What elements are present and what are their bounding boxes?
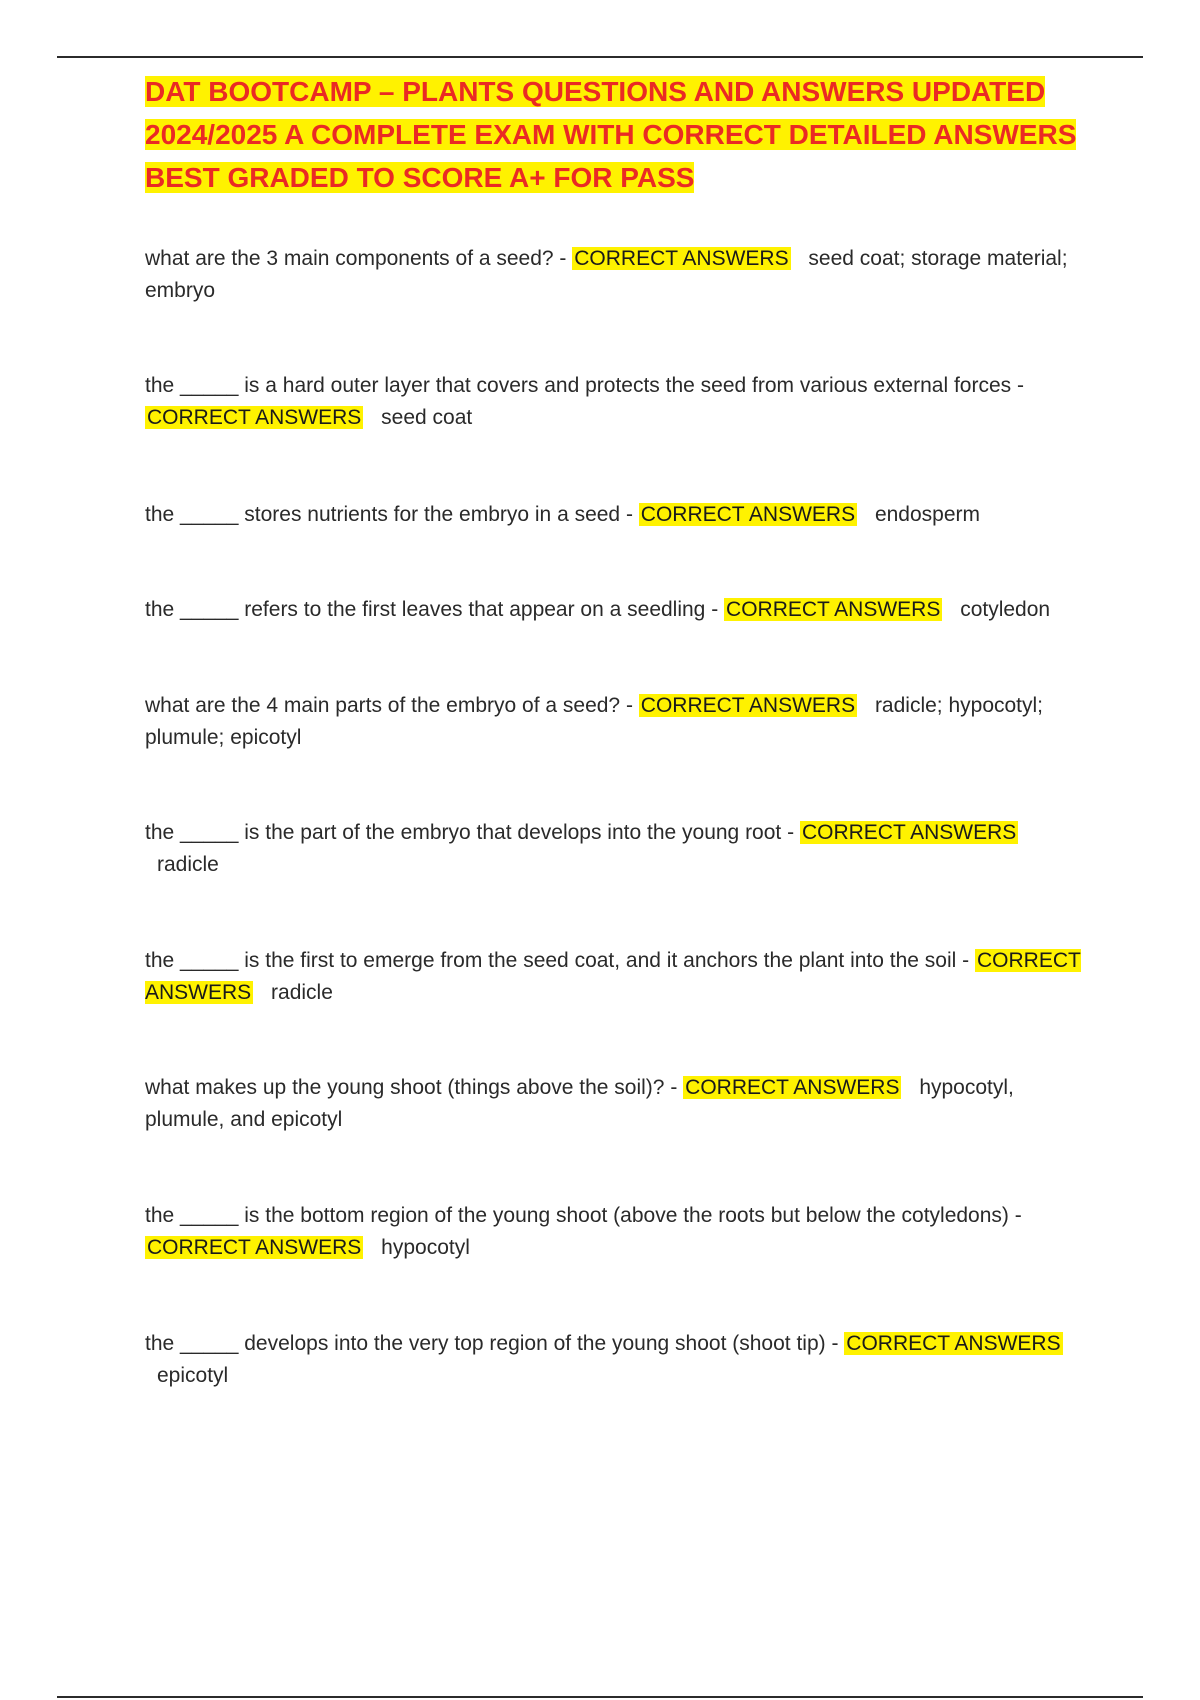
title-line-1: DAT BOOTCAMP – PLANTS QUESTIONS AND ANSWERS UPDATED <box>145 76 1046 107</box>
question-text: what are the 4 main parts of the embryo of a seed? - <box>145 694 633 717</box>
correct-answers-tag: CORRECT ANSWERS <box>147 1236 362 1259</box>
qa-item-6 <box>145 817 1095 881</box>
top-rule <box>57 56 1143 58</box>
document-body <box>145 70 1095 199</box>
question-text: the _____ develops into the very top region of the young shoot (shoot tip) - <box>145 1332 839 1355</box>
qa-item-8 <box>145 1072 1095 1136</box>
correct-answers-tag: CORRECT ANSWERS <box>640 694 856 717</box>
qa-item-5 <box>145 690 1095 754</box>
correct-answers-tag: CORRECT ANSWERS <box>640 503 856 526</box>
answer-text: hypocotyl, plumule, and epicotyl <box>145 1076 1014 1131</box>
title-line-3: BEST GRADED TO SCORE A+ FOR PASS <box>145 162 695 193</box>
answer-text: seed coat <box>381 406 473 429</box>
answer-text: epicotyl <box>157 1364 229 1387</box>
answer-text: seed coat; storage material; embryo <box>145 247 1068 302</box>
question-text: what makes up the young shoot (things above the soil)? - <box>145 1076 678 1099</box>
correct-answers-tag: CORRECT ANSWERS <box>846 1332 1061 1355</box>
question-text: the _____ refers to the first leaves that appear on a seedling - <box>145 598 719 621</box>
answer-text: radicle <box>271 981 333 1004</box>
question-text: the _____ is the first to emerge from the seed coat, and it anchors the plant into the soil - <box>145 949 970 972</box>
qa-item-2 <box>145 370 1095 434</box>
qa-item-4 <box>145 594 1095 626</box>
correct-answers-tag: CORRECT ANSWERS <box>145 949 1081 1004</box>
question-text: the _____ is a hard outer layer that covers and protects the seed from various external forces - <box>145 374 1024 397</box>
answer-text: endosperm <box>874 503 981 526</box>
answer-text: hypocotyl <box>381 1236 470 1259</box>
title-line-2: 2024/2025 A COMPLETE EXAM WITH CORRECT DETAILED ANSWERS <box>145 119 1077 150</box>
correct-answers-tag: CORRECT ANSWERS <box>726 598 941 621</box>
correct-answers-tag: CORRECT ANSWERS <box>574 247 789 270</box>
question-text: what are the 3 main components of a seed? - <box>145 247 567 270</box>
qa-item-9 <box>145 1200 1095 1264</box>
question-text: the _____ is the bottom region of the young shoot (above the roots but below the cotyledons) - <box>145 1204 1022 1227</box>
answer-text: cotyledon <box>960 598 1051 621</box>
document-title <box>145 70 1095 199</box>
correct-answers-tag: CORRECT ANSWERS <box>685 1076 900 1099</box>
answer-text: radicle <box>157 853 219 876</box>
qa-item-10 <box>145 1328 1095 1392</box>
qa-item-1 <box>145 243 1095 307</box>
correct-answers-tag: CORRECT ANSWERS <box>147 406 362 429</box>
question-text: the _____ is the part of the embryo that develops into the young root - <box>145 821 795 844</box>
correct-answers-tag: CORRECT ANSWERS <box>801 821 1017 844</box>
qa-item-7 <box>145 945 1095 1009</box>
qa-item-3 <box>145 499 1095 531</box>
answer-text: radicle; hypocotyl; plumule; epicotyl <box>145 694 1044 749</box>
question-text: the _____ stores nutrients for the embryo in a seed - <box>145 503 633 526</box>
bottom-rule <box>57 1696 1143 1698</box>
